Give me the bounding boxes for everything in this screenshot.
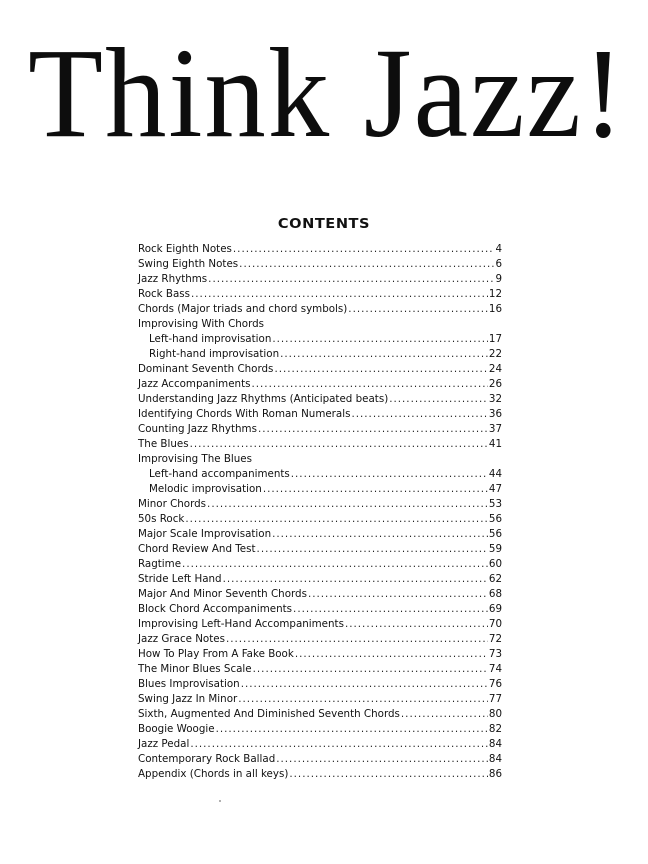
dot-leader bbox=[389, 392, 488, 407]
dot-leader bbox=[293, 602, 488, 617]
toc-entry-label: Jazz Accompaniments bbox=[138, 378, 251, 390]
toc-entry bbox=[138, 392, 502, 407]
dot-leader bbox=[241, 677, 488, 692]
toc-entry-label: Swing Jazz In Minor bbox=[138, 693, 238, 705]
toc-page-number: 74 bbox=[488, 663, 502, 675]
toc-entry bbox=[138, 647, 502, 662]
toc-entry-label: Blues Improvisation bbox=[138, 678, 240, 690]
toc-page-number: 26 bbox=[488, 378, 502, 390]
toc-entry bbox=[138, 452, 502, 467]
toc-page-number: 70 bbox=[488, 618, 502, 630]
toc-entry-label: Jazz Pedal bbox=[138, 738, 190, 750]
toc-page-number: 47 bbox=[488, 483, 502, 495]
dot-leader bbox=[251, 377, 487, 392]
dot-leader bbox=[258, 422, 488, 437]
toc-page-number: 76 bbox=[488, 678, 502, 690]
toc-page-number: 59 bbox=[488, 543, 502, 555]
toc-entry-label: Major And Minor Seventh Chords bbox=[138, 588, 307, 600]
toc-entry bbox=[138, 602, 502, 617]
dot-leader bbox=[308, 587, 488, 602]
toc-entry-label: Left-hand improvisation bbox=[149, 333, 272, 345]
toc-entry-label: Block Chord Accompaniments bbox=[138, 603, 293, 615]
toc-page-number: 86 bbox=[488, 768, 502, 780]
toc-entry bbox=[138, 437, 502, 452]
toc-entry bbox=[138, 752, 502, 767]
toc-entry-label: Jazz Grace Notes bbox=[138, 633, 225, 645]
toc-page-number: 68 bbox=[488, 588, 502, 600]
dot-leader bbox=[272, 332, 488, 347]
toc-page-number: 53 bbox=[488, 498, 502, 510]
dot-leader bbox=[191, 287, 488, 302]
toc-page-number: 77 bbox=[488, 693, 502, 705]
toc-entry-label: Minor Chords bbox=[138, 498, 207, 510]
print-speck bbox=[219, 800, 221, 802]
toc-subentry bbox=[138, 332, 502, 347]
toc-entry-label: Stride Left Hand bbox=[138, 573, 222, 585]
toc-page-number: 17 bbox=[488, 333, 502, 345]
toc-page-number: 73 bbox=[488, 648, 502, 660]
toc-entry-label: Understanding Jazz Rhythms (Anticipated beats) bbox=[138, 393, 389, 405]
toc-entry bbox=[138, 497, 502, 512]
toc-entry-label: The Blues bbox=[138, 438, 189, 450]
toc-page-number: 84 bbox=[488, 753, 502, 765]
toc-entry bbox=[138, 302, 502, 317]
dot-leader bbox=[223, 572, 488, 587]
toc-entry bbox=[138, 632, 502, 647]
toc-entry-label: Sixth, Augmented And Diminished Seventh Chords bbox=[138, 708, 400, 720]
dot-leader bbox=[190, 437, 488, 452]
toc-page-number: 62 bbox=[488, 573, 502, 585]
toc-entry-label: 50s Rock bbox=[138, 513, 185, 525]
toc-entry-label: Improvising Left-Hand Accompaniments bbox=[138, 618, 344, 630]
toc-entry-label: Left-hand accompaniments bbox=[149, 468, 290, 480]
dot-leader bbox=[233, 242, 495, 257]
toc-entry-label: Major Scale Improvisation bbox=[138, 528, 272, 540]
dot-leader bbox=[253, 662, 488, 677]
toc-page-number: 69 bbox=[488, 603, 502, 615]
page-title: Think Jazz! bbox=[28, 22, 626, 164]
toc-entry-label: Chord Review And Test bbox=[138, 543, 256, 555]
dot-leader bbox=[280, 347, 488, 362]
toc-subentry bbox=[138, 467, 502, 482]
toc-entry-label: Dominant Seventh Chords bbox=[138, 363, 274, 375]
toc-page-number: 44 bbox=[488, 468, 502, 480]
toc-entry bbox=[138, 692, 502, 707]
toc-entry-label: Improvising With Chords bbox=[138, 318, 265, 330]
toc-entry-label: Boogie Woogie bbox=[138, 723, 215, 735]
dot-leader bbox=[291, 467, 488, 482]
toc-page-number: 22 bbox=[488, 348, 502, 360]
dot-leader bbox=[272, 527, 488, 542]
toc-entry bbox=[138, 767, 502, 782]
dot-leader bbox=[401, 707, 488, 722]
toc-entry bbox=[138, 737, 502, 752]
dot-leader bbox=[208, 272, 494, 287]
toc-page-number: 32 bbox=[488, 393, 502, 405]
toc-entry bbox=[138, 377, 502, 392]
contents-heading: CONTENTS bbox=[277, 217, 371, 232]
toc-page-number: 37 bbox=[488, 423, 502, 435]
toc-entry-label: Rock Bass bbox=[138, 288, 190, 300]
toc-page-number: 72 bbox=[488, 633, 502, 645]
toc-page-number: 9 bbox=[495, 273, 502, 285]
toc-entry bbox=[138, 407, 502, 422]
table-of-contents bbox=[138, 242, 502, 782]
toc-page-number: 36 bbox=[488, 408, 502, 420]
toc-entry-label: Counting Jazz Rhythms bbox=[138, 423, 257, 435]
toc-entry bbox=[138, 272, 502, 287]
toc-entry bbox=[138, 317, 502, 332]
toc-entry-label: Swing Eighth Notes bbox=[138, 258, 239, 270]
toc-page-number: 80 bbox=[488, 708, 502, 720]
toc-entry bbox=[138, 707, 502, 722]
dot-leader bbox=[257, 542, 488, 557]
dot-leader bbox=[182, 557, 488, 572]
toc-entry bbox=[138, 527, 502, 542]
toc-entry bbox=[138, 422, 502, 437]
dot-leader bbox=[263, 482, 488, 497]
dot-leader bbox=[216, 722, 488, 737]
toc-entry-label: Improvising The Blues bbox=[138, 453, 252, 465]
toc-entry-label: Jazz Rhythms bbox=[138, 273, 208, 285]
toc-page-number: 6 bbox=[495, 258, 502, 270]
dot-leader bbox=[239, 257, 494, 272]
toc-entry bbox=[138, 287, 502, 302]
dot-leader bbox=[274, 362, 487, 377]
toc-page-number: 56 bbox=[488, 513, 502, 525]
toc-entry-label: Chords (Major triads and chord symbols) bbox=[138, 303, 348, 315]
toc-entry bbox=[138, 572, 502, 587]
toc-page-number: 24 bbox=[488, 363, 502, 375]
toc-entry bbox=[138, 512, 502, 527]
toc-entry bbox=[138, 542, 502, 557]
toc-entry bbox=[138, 662, 502, 677]
toc-page-number: 41 bbox=[488, 438, 502, 450]
toc-entry-label: Rock Eighth Notes bbox=[138, 243, 232, 255]
toc-entry bbox=[138, 242, 502, 257]
toc-entry-label: How To Play From A Fake Book bbox=[138, 648, 294, 660]
dot-leader bbox=[190, 737, 488, 752]
dot-leader bbox=[226, 632, 488, 647]
dot-leader bbox=[295, 647, 488, 662]
toc-entry bbox=[138, 362, 502, 377]
toc-page-number: 4 bbox=[495, 243, 502, 255]
toc-entry bbox=[138, 722, 502, 737]
toc-entry-label: Melodic improvisation bbox=[149, 483, 262, 495]
toc-entry-label: Appendix (Chords in all keys) bbox=[138, 768, 289, 780]
toc-entry bbox=[138, 677, 502, 692]
dot-leader bbox=[185, 512, 488, 527]
toc-entry-label: Contemporary Rock Ballad bbox=[138, 753, 276, 765]
toc-page-number: 12 bbox=[488, 288, 502, 300]
toc-page-number: 82 bbox=[488, 723, 502, 735]
toc-entry bbox=[138, 587, 502, 602]
dot-leader bbox=[238, 692, 488, 707]
dot-leader bbox=[276, 752, 488, 767]
toc-page-number: 56 bbox=[488, 528, 502, 540]
dot-leader bbox=[207, 497, 488, 512]
toc-page-number: 84 bbox=[488, 738, 502, 750]
toc-page-number: 60 bbox=[488, 558, 502, 570]
toc-entry-label: Right-hand improvisation bbox=[149, 348, 280, 360]
toc-entry-label: The Minor Blues Scale bbox=[138, 663, 252, 675]
dot-leader bbox=[348, 302, 488, 317]
toc-subentry bbox=[138, 347, 502, 362]
dot-leader bbox=[289, 767, 488, 782]
toc-page-number: 16 bbox=[488, 303, 502, 315]
toc-entry-label: Ragtime bbox=[138, 558, 182, 570]
toc-subentry bbox=[138, 482, 502, 497]
dot-leader bbox=[351, 407, 487, 422]
toc-entry-label: Identifying Chords With Roman Numerals bbox=[138, 408, 351, 420]
dot-leader bbox=[345, 617, 488, 632]
toc-entry bbox=[138, 557, 502, 572]
toc-entry bbox=[138, 617, 502, 632]
toc-entry bbox=[138, 257, 502, 272]
